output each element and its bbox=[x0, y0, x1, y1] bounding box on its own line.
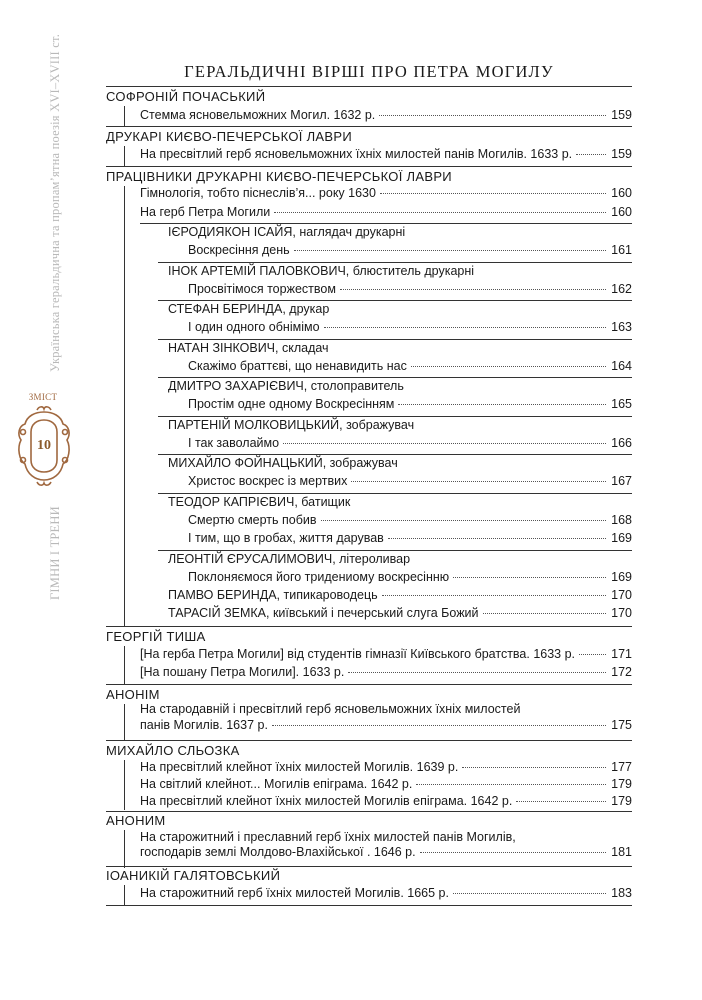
divider bbox=[158, 493, 632, 494]
toc-entry[interactable]: На герб Петра Могили 160 bbox=[140, 205, 632, 219]
divider bbox=[124, 760, 125, 810]
divider bbox=[158, 300, 632, 301]
toc-entry[interactable]: ТАРАСІЙ ЗЕМКА, київський і печерський слуга Божий 170 bbox=[168, 606, 632, 620]
divider bbox=[158, 339, 632, 340]
divider bbox=[106, 866, 632, 867]
toc-entry[interactable]: Воскресіння день 161 bbox=[188, 243, 632, 257]
contributor-heading: СТЕФАН БЕРИНДА, друкар bbox=[168, 302, 330, 316]
toc-entry[interactable]: Смертю смерть побив 168 bbox=[188, 513, 632, 527]
toc-content bbox=[106, 0, 632, 1000]
divider bbox=[124, 704, 125, 740]
divider bbox=[124, 885, 125, 905]
divider bbox=[106, 740, 632, 741]
author-heading: МИХАЙЛО СЛЬОЗКА bbox=[106, 743, 240, 758]
divider bbox=[106, 626, 632, 627]
section-label: ЗМІСТ bbox=[28, 392, 58, 402]
contributor-heading: ТЕОДОР КАПРІЄВИЧ, батищик bbox=[168, 495, 351, 509]
toc-entry[interactable]: На старожитний герб їхніх милостей Могилів. 1665 р. 183 bbox=[140, 886, 632, 900]
divider bbox=[106, 905, 632, 906]
sidebar bbox=[0, 0, 80, 1000]
toc-entry[interactable]: Гімнологія, тобто піснеслів’я... року 1630 160 bbox=[140, 186, 632, 200]
divider bbox=[158, 416, 632, 417]
toc-entry-line[interactable]: На старожитний і преславний герб їхніх милостей панів Могилів, bbox=[140, 830, 516, 844]
divider bbox=[124, 186, 125, 626]
divider bbox=[106, 126, 632, 127]
divider bbox=[106, 684, 632, 685]
author-heading: ДРУКАРІ КИЄВО-ПЕЧЕРСЬКОЇ ЛАВРИ bbox=[106, 129, 352, 144]
author-heading: ПРАЦІВНИКИ ДРУКАРНІ КИЄВО-ПЕЧЕРСЬКОЇ ЛАВРИ bbox=[106, 169, 452, 184]
contributor-heading: МИХАЙЛО ФОЙНАЦЬКИЙ, зображувач bbox=[168, 456, 398, 470]
contributor-heading: ІЄРОДИЯКОН ІСАЙЯ, наглядач друкарні bbox=[168, 225, 406, 239]
page-number: 10 bbox=[37, 438, 51, 453]
toc-entry[interactable]: Стемма ясновельможних Могил. 1632 р. 159 bbox=[140, 108, 632, 122]
author-heading: ГЕОРГІЙ ТИША bbox=[106, 629, 206, 644]
toc-entry[interactable]: На світлий клейнот... Могилів епіграма. 1642 р. 179 bbox=[140, 777, 632, 791]
toc-entry[interactable]: І тим, що в гробах, життя дарував 169 bbox=[188, 531, 632, 545]
author-heading: АНОНІМ bbox=[106, 687, 160, 702]
author-heading: ІОАНИКІЙ ГАЛЯТОВСЬКИЙ bbox=[106, 868, 281, 883]
toc-entry[interactable]: [На пошану Петра Могили]. 1633 р. 172 bbox=[140, 665, 632, 679]
page-title: ГЕРАЛЬДИЧНІ ВІРШІ ПРО ПЕТРА МОГИЛУ bbox=[184, 62, 554, 81]
author-heading: АНОНИМ bbox=[106, 813, 166, 828]
contributor-heading: ПАРТЕНІЙ МОЛКОВИЦЬКИЙ, зображувач bbox=[168, 418, 415, 432]
toc-entry[interactable]: І так заволаймо 166 bbox=[188, 436, 632, 450]
series-label-vertical: ГІМНИ І ТРЕНИ bbox=[48, 506, 62, 600]
toc-entry[interactable]: Просвітімося торжеством 162 bbox=[188, 282, 632, 296]
toc-entry[interactable]: господарів землі Молдово-Влахійської . 1646 р. 181 bbox=[140, 845, 632, 859]
author-heading: СОФРОНІЙ ПОЧАСЬКИЙ bbox=[106, 89, 266, 104]
divider bbox=[158, 262, 632, 263]
book-title-vertical: Українська геральдична та пропам’ятна поезія XVI–XVIII ст. bbox=[48, 33, 62, 372]
toc-entry-line[interactable]: На стародавній і пресвітлий герб ясновельможних їхніх милостей bbox=[140, 702, 521, 716]
divider bbox=[106, 811, 632, 812]
toc-entry[interactable]: панів Могилів. 1637 р. 175 bbox=[140, 718, 632, 732]
toc-entry[interactable]: На пресвітлий клейнот їхніх милостей Могилів. 1639 р. 177 bbox=[140, 760, 632, 774]
toc-entry[interactable]: Поклоняємося його тридениому воскресінню 169 bbox=[188, 570, 632, 584]
contributor-heading: НАТАН ЗІНКОВИЧ, складач bbox=[168, 341, 329, 355]
contributor-heading: ДМИТРО ЗАХАРІЄВИЧ, столоправитель bbox=[168, 379, 404, 393]
divider bbox=[140, 223, 632, 224]
divider bbox=[124, 106, 125, 126]
toc-entry[interactable]: І один одного обнімімо 163 bbox=[188, 320, 632, 334]
divider bbox=[158, 550, 632, 551]
toc-entry[interactable]: Простім одне одному Воскресінням 165 bbox=[188, 397, 632, 411]
divider bbox=[158, 377, 632, 378]
divider bbox=[124, 830, 125, 868]
toc-entry[interactable]: На пресвітлий клейнот їхніх милостей Могилів епіграма. 1642 р. 179 bbox=[140, 794, 632, 808]
divider bbox=[124, 646, 125, 684]
toc-entry[interactable]: На пресвітлий герб ясновельможних їхніх милостей панів Могилів. 1633 р. 159 bbox=[140, 147, 632, 161]
divider bbox=[106, 166, 632, 167]
toc-entry[interactable]: Христос воскрес із мертвих 167 bbox=[188, 474, 632, 488]
divider bbox=[124, 146, 125, 166]
divider bbox=[158, 454, 632, 455]
toc-entry[interactable]: ПАМВО БЕРИНДА, типикароводець 170 bbox=[168, 588, 632, 602]
toc-entry[interactable]: [На герба Петра Могили] від студентів гімназії Київського братства. 1633 р. 171 bbox=[140, 647, 632, 661]
contributor-heading: ЛЕОНТІЙ ЄРУСАЛИМОВИЧ, літероливар bbox=[168, 552, 411, 566]
contributor-heading: ІНОК АРТЕМІЙ ПАЛОВКОВИЧ, блюститель друкарні bbox=[168, 264, 475, 278]
toc-entry[interactable]: Скажімо браттєві, що ненавидить нас 164 bbox=[188, 359, 632, 373]
divider bbox=[106, 86, 632, 87]
